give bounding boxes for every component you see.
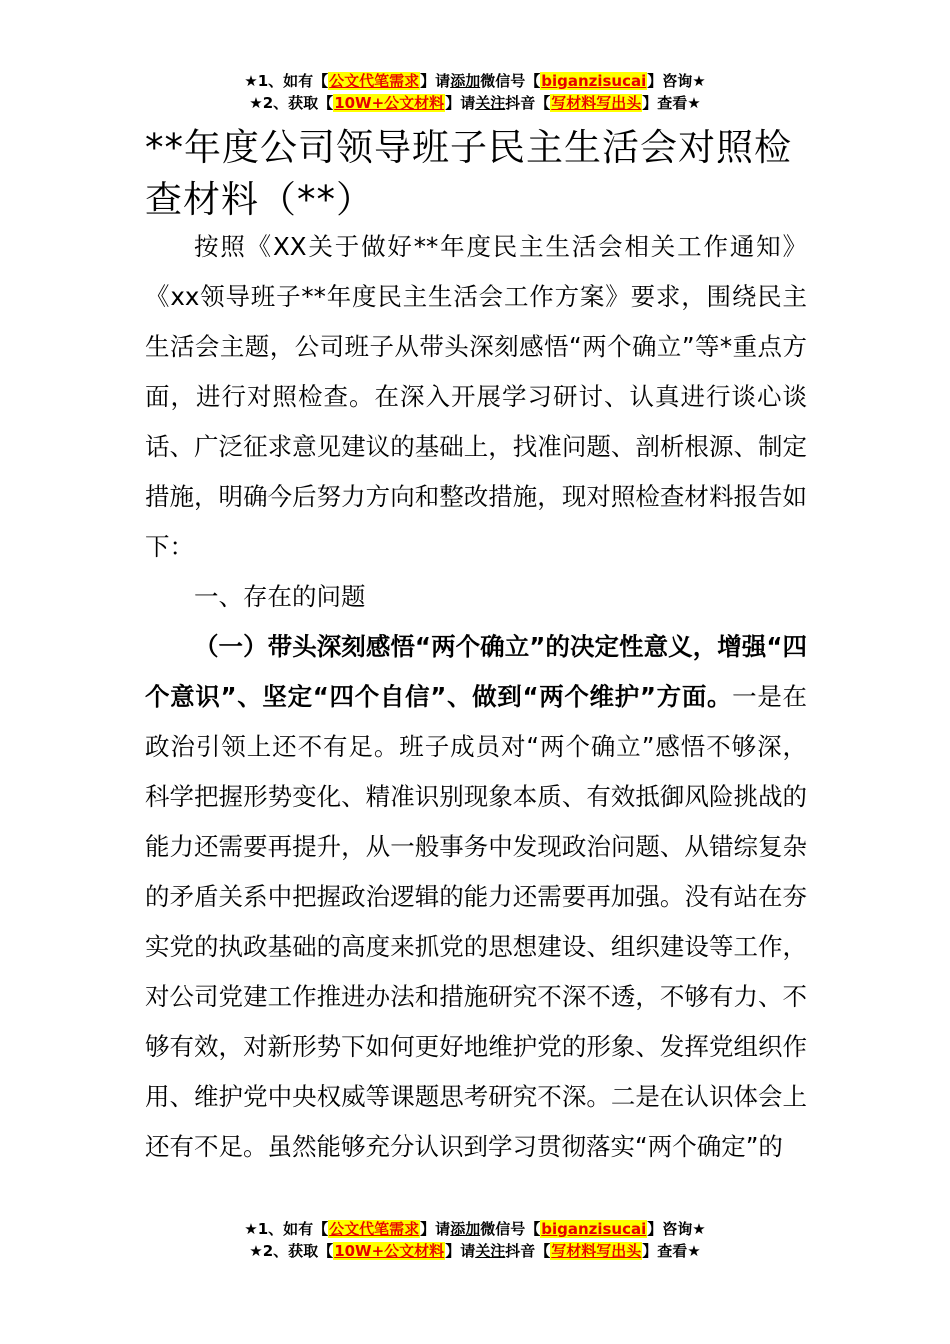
douyin-account: 写材料写出头 [551,94,642,112]
promo-highlight: 公文代笔需求 [329,1220,420,1238]
subsection-heading: （一）带头深刻感悟“两个确立”的决定性意义，增强“四个意识”、坚定“四个自信”、做到“两个维护”方面。 [145,632,807,711]
intro-paragraph: 按照《XX关于做好**年度民主生活会相关工作通知》《xx领导班子**年度民主生活会工作方案》要求，围绕民主生活会主题，公司班子从带头深刻感悟“两个确立”等*重点方面，进行对照检查。在深入开展学习研讨、认真进行谈心谈话、广泛征求意见建议的基础上，找准问题、剖析根源、制定措施，明确今后努力方向和整改措施，现对照检查材料报告如下： [145,232,807,561]
wechat-id: biganzisucai [541,72,647,90]
promo-highlight: 10W+公文材料 [334,1242,445,1260]
subsection-paragraph [145,622,807,1172]
douyin-account: 写材料写出头 [551,1242,642,1260]
promo-line-2: ★2、获取【10W+公文材料】请关注抖音【写材料写出头】查看★ [249,1242,701,1260]
wechat-id: biganzisucai [541,1220,647,1238]
promo-banner-top [0,70,950,114]
promo-line-2: ★2、获取【10W+公文材料】请关注抖音【写材料写出头】查看★ [249,94,701,112]
section-heading: 一、存在的问题 [194,582,366,611]
promo-highlight: 公文代笔需求 [329,72,420,90]
promo-banner-bottom [0,1218,950,1262]
subsection-body: 一是在政治引领上还不有足。班子成员对“两个确立”感悟不够深，科学把握形势变化、精准识别现象本质、有效抵御风险挑战的能力还需要再提升，从一般事务中发现政治问题、从错综复杂的矛盾关系中把握政治逻辑的能力还需要再加强。没有站在夯实党的执政基础的高度来抓党的思想建设、组织建设等工作，对公司党建工作推进办法和措施研究不深不透，不够有力、不够有效，对新形势下如何更好地维护党的形象、发挥党组织作用、维护党中央权威等课题思考研究不深。二是在认识体会上还有不足。虽然能够充分认识到学习贯彻落实“两个确定”的 [145,682,808,1161]
document-body [145,222,807,1172]
promo-line-1: ★1、如有【公文代笔需求】请添加微信号【biganzisucai】咨询★ [244,1220,706,1238]
document-title: **年度公司领导班子民主生活会对照检查材料（**） [145,126,792,221]
promo-line-1: ★1、如有【公文代笔需求】请添加微信号【biganzisucai】咨询★ [244,72,706,90]
promo-highlight: 10W+公文材料 [334,94,445,112]
